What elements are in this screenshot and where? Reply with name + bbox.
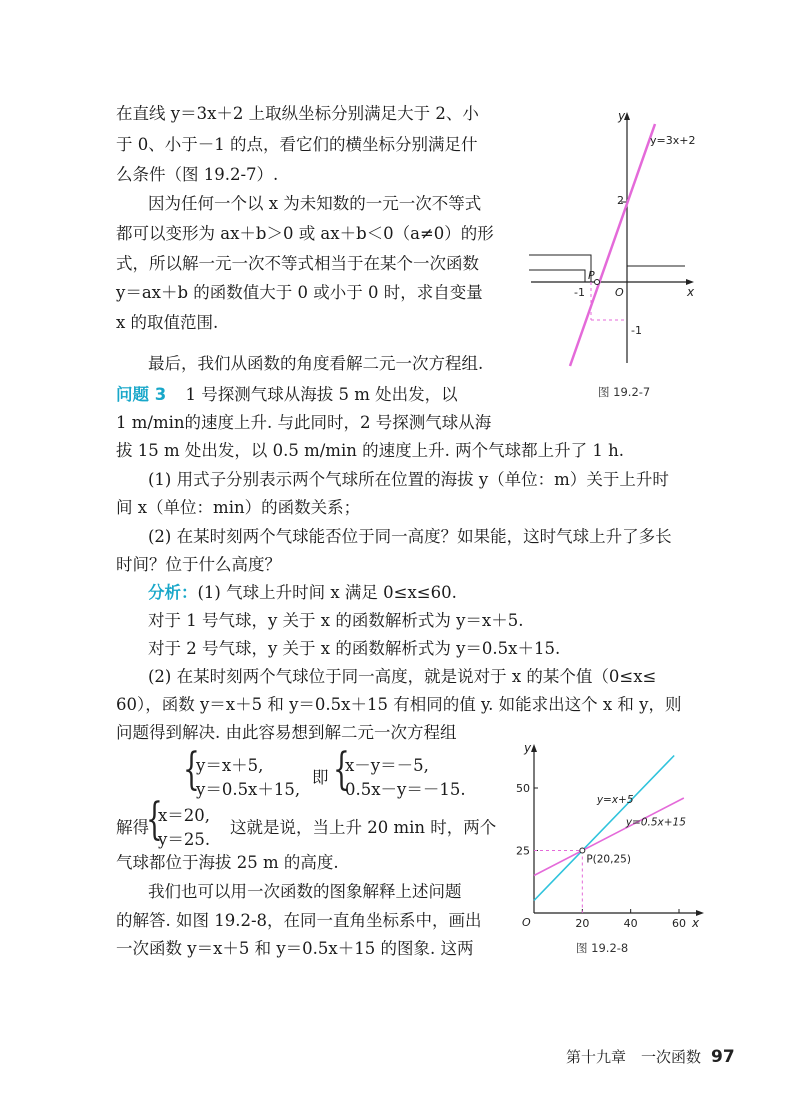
x-tick-label: 40 xyxy=(623,917,638,930)
text-line: 1 号探测气球从海拔 5 m 处出发，以 xyxy=(185,385,458,404)
region-line xyxy=(529,255,591,282)
page-number: 97 xyxy=(711,1047,735,1067)
line-y-3x-2 xyxy=(570,124,655,366)
text-line: 式，所以解一元一次不等式相当于在某个一次函数 xyxy=(116,254,479,273)
figure-19-2-7 xyxy=(525,108,705,370)
label-p: P xyxy=(588,269,595,282)
problem-label: 问题 3 xyxy=(116,385,167,404)
intersection-point xyxy=(580,848,585,853)
problem-heading xyxy=(116,384,458,406)
text-line: x 的取值范围. xyxy=(116,313,219,332)
intersection-label: P(20,25) xyxy=(586,853,631,866)
text-line: 因为任何一个以 x 为未知数的一元一次不等式 xyxy=(148,194,482,213)
x-axis-label: x xyxy=(692,916,700,930)
chart-caption: 图 19.2-8 xyxy=(576,941,629,955)
text-line: 都可以变形为 ax＋b＞0 或 ax＋b＜0（a≠0）的形 xyxy=(116,224,494,243)
label-y: y xyxy=(618,109,626,123)
label-o: O xyxy=(615,286,624,299)
tick-minus-1-y: -1 xyxy=(631,324,642,337)
equation: y＝0.5x＋15, xyxy=(196,780,301,799)
point-p xyxy=(595,280,600,285)
x-tick-label: 60 xyxy=(672,917,686,930)
text-line: 这就是说，当上升 20 min 时，两个 xyxy=(230,818,497,837)
left-brace: { xyxy=(146,794,163,845)
y-tick-label: 25 xyxy=(516,844,530,858)
page-footer xyxy=(566,1046,735,1067)
left-brace: { xyxy=(333,744,350,795)
text-line: 1 m/min的速度上升. 与此同时，2 号探测气球从海 xyxy=(116,413,492,432)
region-line xyxy=(529,270,585,282)
figure-caption: 图 19.2-7 xyxy=(598,385,651,399)
y-axis-arrow xyxy=(531,744,537,752)
text-line: 一次函数 y＝x＋5 和 y＝0.5x＋15 的图象. 这两 xyxy=(116,939,474,958)
text-line: 对于 2 号气球，y 关于 x 的函数解析式为 y＝0.5x＋15. xyxy=(148,639,561,658)
analysis-heading xyxy=(148,582,457,604)
analysis-label: 分析： xyxy=(148,583,198,602)
origin-label: O xyxy=(522,916,531,929)
equation: x－y＝－5, xyxy=(345,756,429,775)
equation: y＝25. xyxy=(158,830,211,849)
ji-word: 即 xyxy=(312,768,329,787)
text-line: (1) 用式子分别表示两个气球所在位置的海拔 y（单位：m）关于上升时 xyxy=(148,470,669,489)
text-line: 么条件（图 19.2-7）. xyxy=(116,165,279,184)
x-tick-label: 20 xyxy=(575,917,590,930)
equation: x＝20, xyxy=(158,806,211,825)
tick-2: 2 xyxy=(617,194,624,207)
text-line: (2) 在某时刻两个气球能否位于同一高度？如果能，这时气球上升了多长 xyxy=(148,527,672,546)
text-line: 问题得到解决. 由此容易想到解二元一次方程组 xyxy=(116,723,457,742)
text-line: y＝ax＋b 的函数值大于 0 或小于 0 时，求自变量 xyxy=(116,283,483,302)
figure-19-2-8 xyxy=(508,740,708,936)
series-label-2: y=0.5x+15 xyxy=(625,816,686,829)
text-line: 最后，我们从函数的角度看解二元一次方程组. xyxy=(148,354,484,373)
series-label-1: y=x+5 xyxy=(596,794,634,806)
text-line: 我们也可以用一次函数的图象解释上述问题 xyxy=(148,882,462,901)
tick-minus-1-x: -1 xyxy=(574,286,585,299)
left-brace: { xyxy=(183,744,200,795)
text-line: 气球都位于海拔 25 m 的高度. xyxy=(116,853,339,872)
equation: y＝x＋5, xyxy=(196,756,264,775)
text-line: 时间？位于什么高度？ xyxy=(116,555,281,574)
chapter-title: 第十九章 一次函数 xyxy=(566,1048,702,1066)
solution-prefix: 解得 xyxy=(116,818,149,837)
text-line: 间 x（单位：min）的函数关系； xyxy=(116,498,361,517)
text-line: (2) 在某时刻两个气球位于同一高度，就是说对于 x 的某个值（0≤x≤ xyxy=(148,667,657,686)
text-line: (1) 气球上升时间 x 满足 0≤x≤60. xyxy=(197,583,457,602)
text-line: 60），函数 y＝x＋5 和 y＝0.5x＋15 有相同的值 y. 如能求出这个 x 和 y，则 xyxy=(116,695,682,714)
text-line: 拔 15 m 处出发，以 0.5 m/min 的速度上升. 两个气球都上升了 1 h. xyxy=(116,441,624,460)
label-x: x xyxy=(687,285,695,299)
y-axis-label: y xyxy=(524,741,532,755)
text-line: 对于 1 号气球，y 关于 x 的函数解析式为 y＝x＋5. xyxy=(148,611,524,630)
y-tick-label: 50 xyxy=(516,782,530,795)
text-line: 的解答. 如图 19.2-8，在同一直角坐标系中，画出 xyxy=(116,911,482,930)
text-line: 于 0、小于－1 的点，看它们的横坐标分别满足什 xyxy=(116,135,478,154)
text-line: 在直线 y＝3x＋2 上取纵坐标分别满足大于 2、小 xyxy=(116,104,479,123)
label-line: y=3x+2 xyxy=(650,134,696,147)
equation: 0.5x－y＝－15. xyxy=(345,780,466,799)
